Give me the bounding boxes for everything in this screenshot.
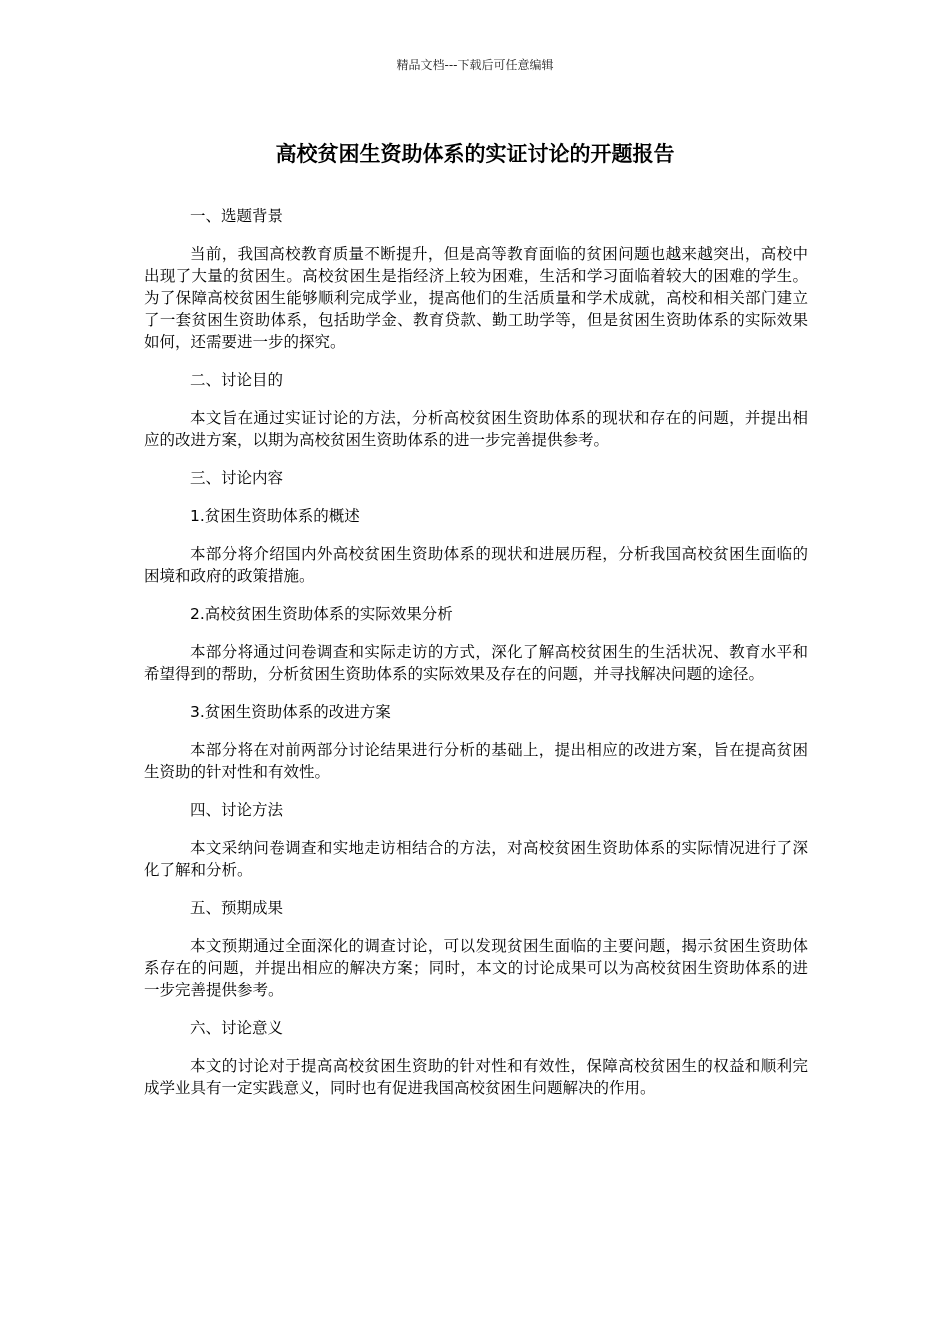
- paragraph-purpose: 本文旨在通过实证讨论的方法，分析高校贫困生资助体系的现状和存在的问题，并提出相应的改进方案，以期为高校贫困生资助体系的进一步完善提供参考。: [144, 409, 808, 449]
- paragraph-background: 当前，我国高校教育质量不断提升，但是高等教育面临的贫困问题也越来越突出，高校中出现了大量的贫困生。高校贫困生是指经济上较为困难，生活和学习面临着较大的困难的学生。为了保障高校贫困生能够顺利完成学业，提高他们的生活质量和学术成就，高校和相关部门建立了一套贫困生资助体系，包括助学金、教育贷款、勤工助学等，但是贫困生资助体系的实际效果如何，还需要进一步的探究。: [144, 245, 808, 351]
- section-heading-method: 四、讨论方法: [190, 801, 284, 819]
- document-header-note: 精品文档---下载后可任意编辑: [396, 58, 554, 72]
- section-heading-expected-results: 五、预期成果: [190, 899, 284, 917]
- section-heading-purpose: 二、讨论目的: [190, 371, 284, 389]
- subsection-heading-overview: 1.贫困生资助体系的概述: [190, 507, 360, 525]
- paragraph-expected-results: 本文预期通过全面深化的调查讨论，可以发现贫困生面临的主要问题，揭示贫困生资助体系存在的问题，并提出相应的解决方案；同时，本文的讨论成果可以为高校贫困生资助体系的进一步完善提供参考。: [144, 937, 808, 999]
- section-heading-content: 三、讨论内容: [190, 469, 284, 487]
- paragraph-improvement: 本部分将在对前两部分讨论结果进行分析的基础上，提出相应的改进方案，旨在提高贫困生资助的针对性和有效性。: [144, 741, 808, 781]
- document-title: 高校贫困生资助体系的实证讨论的开题报告: [275, 142, 675, 166]
- paragraph-effect-analysis: 本部分将通过问卷调查和实际走访的方式，深化了解高校贫困生的生活状况、教育水平和希望得到的帮助，分析贫困生资助体系的实际效果及存在的问题，并寻找解决问题的途径。: [144, 643, 808, 683]
- document-body: [144, 205, 808, 1115]
- subsection-heading-improvement: 3.贫困生资助体系的改进方案: [190, 703, 391, 721]
- section-heading-background: 一、选题背景: [190, 207, 284, 225]
- subsection-heading-effect-analysis: 2.高校贫困生资助体系的实际效果分析: [190, 605, 453, 623]
- paragraph-method: 本文采纳问卷调查和实地走访相结合的方法，对高校贫困生资助体系的实际情况进行了深化了解和分析。: [144, 839, 808, 879]
- paragraph-significance: 本文的讨论对于提高高校贫困生资助的针对性和有效性，保障高校贫困生的权益和顺利完成学业具有一定实践意义，同时也有促进我国高校贫困生问题解决的作用。: [144, 1057, 808, 1097]
- section-heading-significance: 六、讨论意义: [190, 1019, 284, 1037]
- paragraph-overview: 本部分将介绍国内外高校贫困生资助体系的现状和进展历程，分析我国高校贫困生面临的困境和政府的政策措施。: [144, 545, 808, 585]
